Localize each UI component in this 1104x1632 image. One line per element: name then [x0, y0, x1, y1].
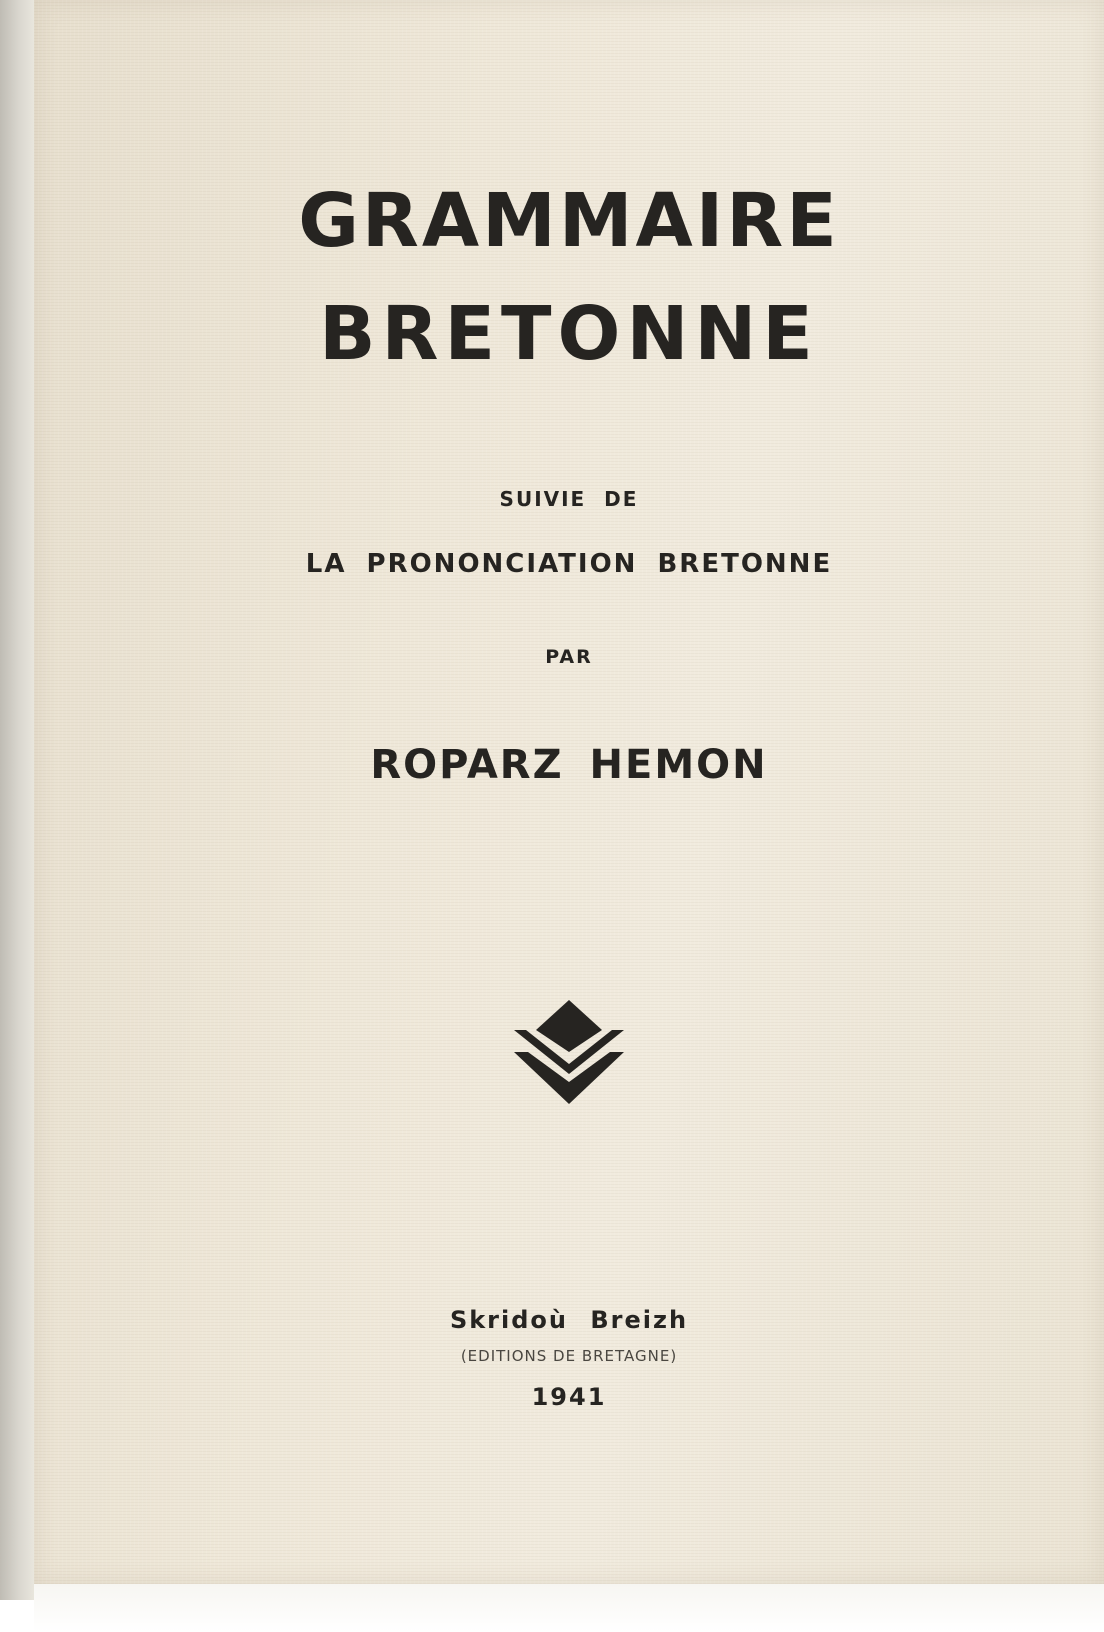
subtitle: LA PRONONCIATION BRETONNE	[305, 549, 833, 579]
title-line-1: GRAMMAIRE	[298, 178, 840, 264]
subtitle-intro: SUIVIE DE	[499, 487, 639, 511]
by-label: PAR	[545, 646, 593, 668]
book-cover	[34, 0, 1104, 1584]
publisher-translation: (EDITIONS DE BRETAGNE)	[460, 1347, 678, 1365]
book-bottom-edge	[34, 1584, 1104, 1632]
publisher-name: Skridoù Breizh	[449, 1306, 689, 1334]
book-spine-edge	[0, 0, 34, 1600]
publisher-emblem	[34, 1000, 1104, 1110]
publication-year: 1941	[531, 1383, 607, 1411]
title-line-2: BRETONNE	[319, 291, 819, 377]
chevron-diamond-emblem-icon	[514, 1000, 624, 1110]
author-name: ROPARZ HEMON	[370, 742, 768, 788]
